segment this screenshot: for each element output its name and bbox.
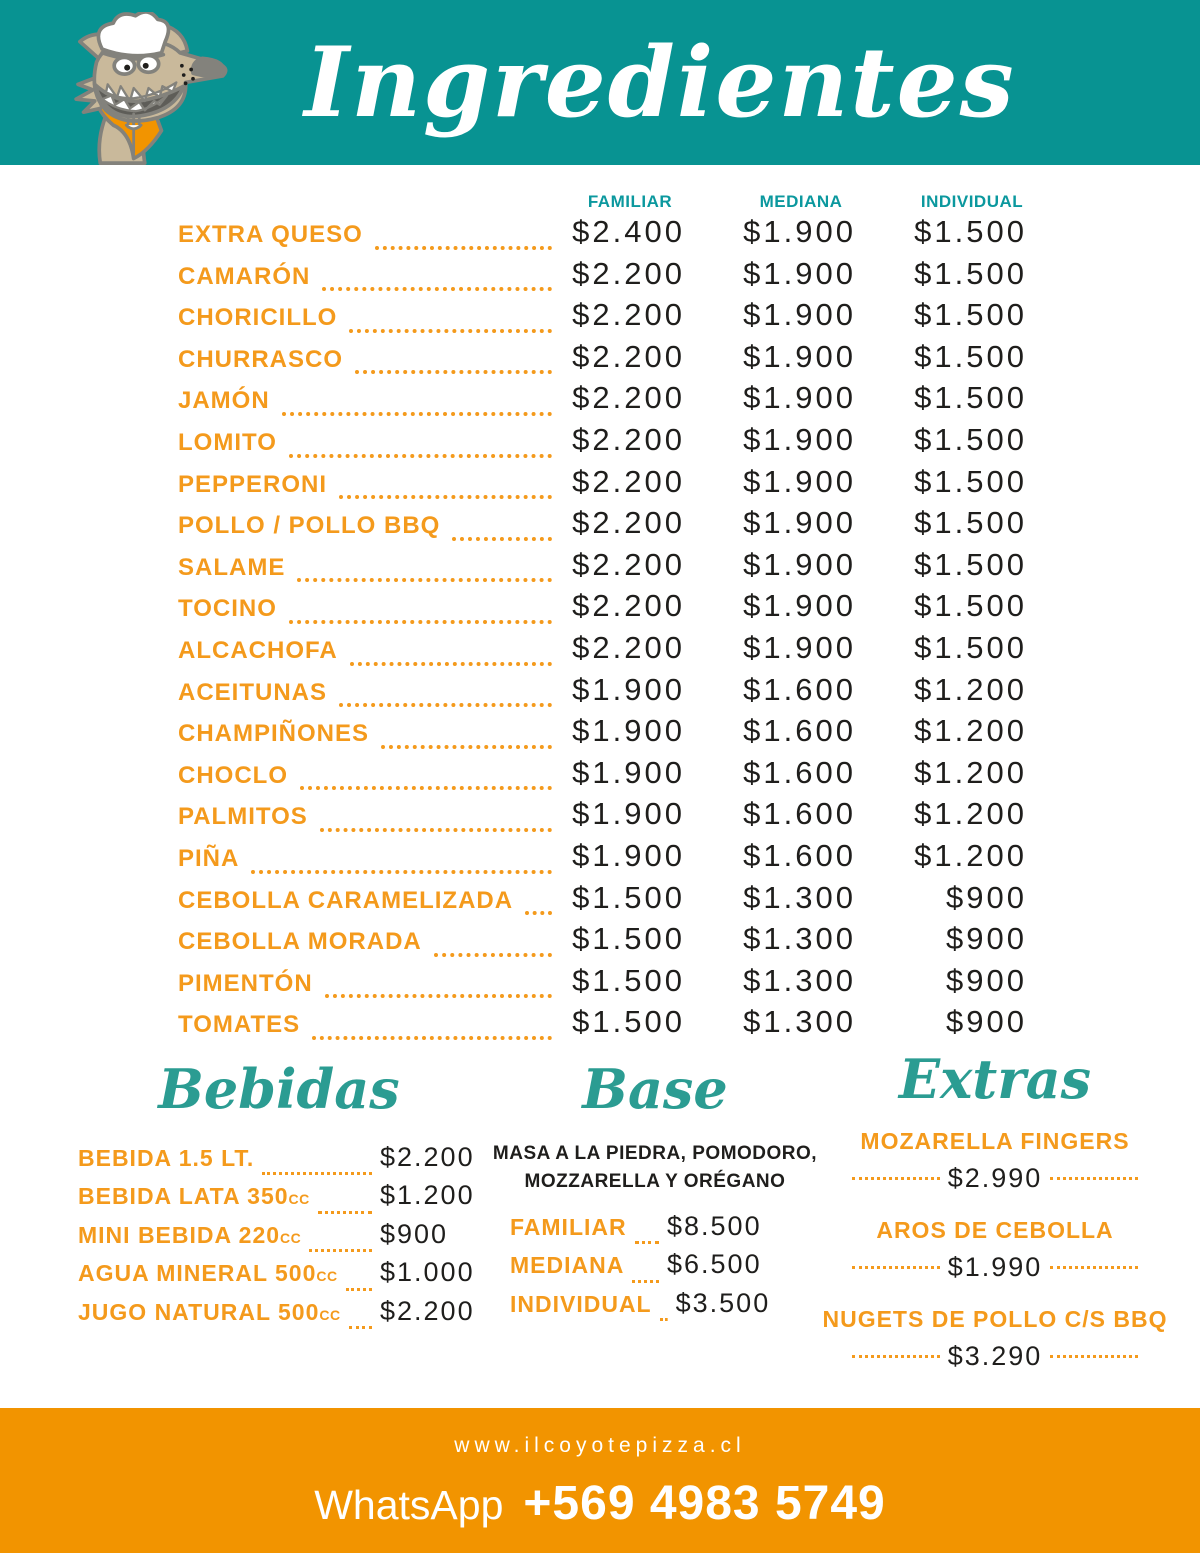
price-mediana: $1.600 xyxy=(743,796,856,832)
dotted-leader xyxy=(320,828,552,832)
ingredient-name: PIÑA xyxy=(178,844,240,872)
dotted-leader xyxy=(322,287,552,291)
dotted-leader xyxy=(632,1280,659,1283)
price-mediana: $1.300 xyxy=(743,962,856,998)
price-mediana: $1.900 xyxy=(743,297,856,333)
bebida-row xyxy=(78,1180,480,1218)
price-familiar: $2.200 xyxy=(572,463,685,499)
extra-item xyxy=(800,1128,1190,1195)
bebida-price: $900 xyxy=(380,1218,449,1249)
base-size-name: INDIVIDUAL xyxy=(510,1290,652,1317)
base-size-row xyxy=(510,1249,802,1287)
whatsapp-label: WhatsApp xyxy=(314,1482,504,1528)
ingredient-row xyxy=(178,339,1027,381)
price-familiar: $1.500 xyxy=(572,962,685,998)
price-mediana: $1.900 xyxy=(743,629,856,665)
price-mediana: $1.600 xyxy=(743,754,856,790)
ingredient-name: CHURRASCO xyxy=(178,345,343,373)
dotted-leader xyxy=(381,745,552,749)
price-mediana: $1.900 xyxy=(743,338,856,374)
column-header-mediana: MEDIANA xyxy=(759,192,843,211)
ingredient-name: TOMATES xyxy=(178,1011,301,1039)
price-familiar: $1.900 xyxy=(572,671,685,707)
dotted-leader xyxy=(318,1211,372,1214)
section-bebidas xyxy=(78,1057,480,1334)
column-header-familiar: FAMILIAR xyxy=(587,192,673,211)
ingredient-name: PEPPERONI xyxy=(178,470,328,498)
ingredient-name: CEBOLLA CARAMELIZADA xyxy=(178,886,514,914)
price-familiar: $1.500 xyxy=(572,1004,685,1040)
price-individual: $1.500 xyxy=(914,255,1027,291)
bebida-name: BEBIDA LATA 350CC xyxy=(78,1183,310,1210)
price-individual: $1.500 xyxy=(914,338,1027,374)
price-individual: $1.500 xyxy=(914,380,1027,416)
extra-priceline xyxy=(800,1161,1190,1195)
ingredient-name: PIMENTÓN xyxy=(178,969,313,997)
base-list xyxy=(510,1211,802,1326)
price-individual: $1.500 xyxy=(914,421,1027,457)
ingredient-name: PALMITOS xyxy=(178,803,308,831)
dotted-leader xyxy=(289,620,552,624)
price-familiar: $2.400 xyxy=(572,214,685,249)
price-individual: $900 xyxy=(946,1004,1027,1040)
base-size-price: $8.500 xyxy=(667,1211,762,1242)
price-mediana: $1.600 xyxy=(743,713,856,749)
base-description-line1: MASA A LA PIEDRA, POMODORO, xyxy=(492,1143,818,1164)
ingredient-name: JAMÓN xyxy=(178,387,270,415)
bebida-unit: CC xyxy=(316,1268,338,1285)
ingredient-row xyxy=(178,796,1027,838)
whatsapp-number[interactable]: +569 4983 5749 xyxy=(523,1477,886,1530)
website-link[interactable]: www.ilcoyotepizza.cl xyxy=(454,1434,746,1457)
ingredient-name: CHAMPIÑONES xyxy=(178,720,370,748)
price-familiar: $2.200 xyxy=(572,255,685,291)
ingredient-name: CAMARÓN xyxy=(178,262,311,290)
dotted-leader xyxy=(852,1355,940,1358)
price-individual: $900 xyxy=(946,879,1027,915)
base-size-name: FAMILIAR xyxy=(510,1214,627,1241)
price-individual: $1.500 xyxy=(914,588,1027,624)
header-banner xyxy=(0,0,1200,165)
bebida-unit: CC xyxy=(319,1306,341,1323)
price-mediana: $1.300 xyxy=(743,921,856,957)
dotted-leader xyxy=(375,246,552,250)
dotted-leader xyxy=(349,1326,372,1329)
column-header-individual: INDIVIDUAL xyxy=(920,192,1024,211)
footer-banner xyxy=(0,1408,1200,1553)
ingredient-name: ALCACHOFA xyxy=(178,636,338,664)
ingredient-row xyxy=(178,713,1027,755)
ingredient-row xyxy=(178,214,1027,256)
ingredient-row xyxy=(178,464,1027,506)
dotted-leader xyxy=(325,994,552,998)
section-base xyxy=(490,1057,820,1326)
price-mediana: $1.900 xyxy=(743,421,856,457)
price-individual: $1.500 xyxy=(914,463,1027,499)
extra-priceline xyxy=(800,1339,1190,1373)
extra-price: $1.990 xyxy=(947,1251,1043,1282)
extra-price: $2.990 xyxy=(947,1162,1043,1193)
price-individual: $1.200 xyxy=(914,837,1027,873)
price-mediana: $1.600 xyxy=(743,671,856,707)
bebida-name: AGUA MINERAL 500CC xyxy=(78,1260,338,1287)
bebidas-list xyxy=(78,1142,480,1334)
extra-name: NUGETS DE POLLO C/S BBQ xyxy=(822,1306,1168,1332)
bebida-row xyxy=(78,1219,480,1257)
dotted-leader xyxy=(309,1249,372,1252)
price-familiar: $1.900 xyxy=(572,837,685,873)
section-extras xyxy=(800,1047,1190,1373)
ingredient-row xyxy=(178,297,1027,339)
ingredient-row xyxy=(178,256,1027,298)
ingredient-row xyxy=(178,505,1027,547)
price-familiar: $2.200 xyxy=(572,297,685,333)
price-familiar: $2.200 xyxy=(572,629,685,665)
bebida-price: $2.200 xyxy=(380,1142,475,1172)
price-familiar: $1.500 xyxy=(572,879,685,915)
ingredient-row xyxy=(178,755,1027,797)
ingredient-row xyxy=(178,380,1027,422)
extra-name: AROS DE CEBOLLA xyxy=(876,1217,1114,1243)
dotted-leader xyxy=(852,1177,940,1180)
dotted-leader xyxy=(297,578,552,582)
price-familiar: $2.200 xyxy=(572,380,685,416)
bebida-name: MINI BEBIDA 220CC xyxy=(78,1221,302,1248)
price-mediana: $1.900 xyxy=(743,380,856,416)
ingredient-name: POLLO / POLLO BBQ xyxy=(178,512,441,540)
ingredient-row xyxy=(178,838,1027,880)
price-mediana: $1.900 xyxy=(743,588,856,624)
price-familiar: $2.200 xyxy=(572,588,685,624)
dotted-leader xyxy=(282,412,552,416)
price-familiar: $1.500 xyxy=(572,921,685,957)
dotted-leader xyxy=(355,370,552,374)
price-individual: $1.200 xyxy=(914,713,1027,749)
extra-name: MOZARELLA FINGERS xyxy=(860,1128,1130,1154)
ingredient-name: ACEITUNAS xyxy=(178,678,328,706)
ingredient-name: CHORICILLO xyxy=(178,304,338,332)
price-familiar: $1.900 xyxy=(572,754,685,790)
extras-title: Extras xyxy=(898,1047,1092,1111)
dotted-leader xyxy=(1050,1355,1138,1358)
base-size-row xyxy=(510,1288,802,1326)
price-familiar: $2.200 xyxy=(572,421,685,457)
ingredient-row xyxy=(178,1004,1027,1046)
base-size-row xyxy=(510,1211,802,1249)
bebida-unit: CC xyxy=(280,1229,302,1246)
dotted-leader xyxy=(349,329,552,333)
dotted-leader xyxy=(262,1172,372,1175)
price-mediana: $1.900 xyxy=(743,463,856,499)
dotted-leader xyxy=(350,662,552,666)
dotted-leader xyxy=(312,1036,552,1040)
dotted-leader xyxy=(289,454,552,458)
base-description-line2: MOZZARELLA Y ORÉGANO xyxy=(524,1170,786,1192)
bebida-name: JUGO NATURAL 500CC xyxy=(78,1298,341,1325)
ingredient-row xyxy=(178,588,1027,630)
base-size-name: MEDIANA xyxy=(510,1252,625,1279)
ingredient-row xyxy=(178,880,1027,922)
bebida-price: $1.200 xyxy=(380,1180,475,1211)
price-individual: $1.500 xyxy=(914,505,1027,541)
price-familiar: $2.200 xyxy=(572,546,685,582)
dotted-leader xyxy=(635,1241,659,1244)
price-mediana: $1.300 xyxy=(743,1004,856,1040)
ingredient-name: EXTRA QUESO xyxy=(178,221,363,248)
whatsapp-line xyxy=(0,1476,1200,1531)
dotted-leader xyxy=(251,870,552,874)
ingredient-name: TOCINO xyxy=(178,595,277,623)
ingredient-row xyxy=(178,963,1027,1005)
extra-priceline xyxy=(800,1250,1190,1284)
price-individual: $1.200 xyxy=(914,754,1027,790)
dotted-leader xyxy=(452,537,552,541)
price-mediana: $1.900 xyxy=(743,505,856,541)
dotted-leader xyxy=(1050,1177,1138,1180)
price-familiar: $2.200 xyxy=(572,338,685,374)
base-size-price: $3.500 xyxy=(675,1287,771,1318)
price-familiar: $1.900 xyxy=(572,713,685,749)
price-individual: $1.500 xyxy=(914,214,1027,249)
base-size-price: $6.500 xyxy=(667,1249,762,1280)
price-mediana: $1.900 xyxy=(743,214,856,249)
ingredient-row xyxy=(178,630,1027,672)
page-title: Ingredientes xyxy=(304,26,1016,139)
ingredient-name: CHOCLO xyxy=(178,761,288,789)
extra-price: $3.290 xyxy=(947,1340,1043,1371)
ingredient-name: SALAME xyxy=(178,553,286,581)
dotted-leader xyxy=(1050,1266,1138,1269)
price-individual: $900 xyxy=(946,921,1027,957)
bebida-price: $1.000 xyxy=(380,1257,475,1288)
price-individual: $1.500 xyxy=(914,297,1027,333)
bebida-row xyxy=(78,1296,480,1334)
dotted-leader xyxy=(660,1318,668,1321)
bebida-row xyxy=(78,1257,480,1295)
dotted-leader xyxy=(300,786,552,790)
price-individual: $900 xyxy=(946,962,1027,998)
bebida-name: BEBIDA 1.5 LT. xyxy=(78,1145,255,1171)
bebidas-title: Bebidas xyxy=(158,1057,400,1121)
ingredient-row xyxy=(178,921,1027,963)
ingredient-name: LOMITO xyxy=(178,428,277,456)
dotted-leader xyxy=(525,911,552,915)
extra-item xyxy=(800,1217,1190,1284)
dotted-leader xyxy=(339,495,552,499)
price-familiar: $1.900 xyxy=(572,796,685,832)
ingredient-row xyxy=(178,672,1027,714)
price-individual: $1.500 xyxy=(914,629,1027,665)
extra-item xyxy=(800,1306,1190,1373)
base-description xyxy=(490,1140,820,1195)
ingredient-row xyxy=(178,422,1027,464)
price-mediana: $1.900 xyxy=(743,546,856,582)
table-header-row xyxy=(178,186,1027,212)
base-title: Base xyxy=(582,1057,728,1121)
price-mediana: $1.900 xyxy=(743,255,856,291)
ingredient-name: CEBOLLA MORADA xyxy=(178,928,422,956)
price-individual: $1.200 xyxy=(914,671,1027,707)
price-mediana: $1.600 xyxy=(743,837,856,873)
bebida-row xyxy=(78,1142,480,1180)
bebida-unit: CC xyxy=(288,1191,310,1208)
dotted-leader xyxy=(852,1266,940,1269)
dotted-leader xyxy=(339,703,552,707)
dotted-leader xyxy=(346,1288,372,1291)
bebida-price: $2.200 xyxy=(380,1295,475,1326)
ingredient-row xyxy=(178,547,1027,589)
price-individual: $1.500 xyxy=(914,546,1027,582)
ingredients-price-table xyxy=(178,186,1027,1046)
price-familiar: $2.200 xyxy=(572,505,685,541)
price-individual: $1.200 xyxy=(914,796,1027,832)
price-mediana: $1.300 xyxy=(743,879,856,915)
dotted-leader xyxy=(434,953,552,957)
